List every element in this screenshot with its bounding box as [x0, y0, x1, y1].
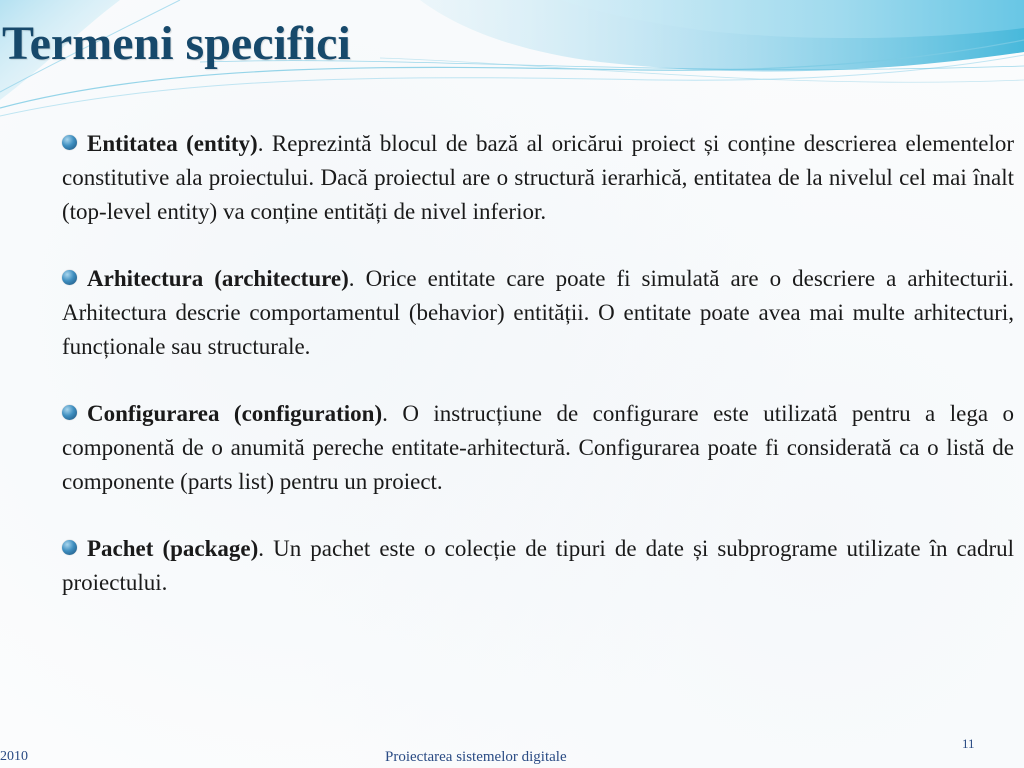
term-description: . Un pachet este o colecție de tipuri de date și subprograme utilizate în cadrul proiectului.: [62, 536, 1014, 595]
slide-title: Termeni specifici: [2, 17, 351, 70]
blue-sphere-bullet-icon: [62, 135, 77, 150]
term-description: . Reprezintă blocul de bază al oricărui proiect și conține descrierea elementelor constitutive ala proiectului. Dacă proiectul are o structură ierarhică, entitatea de la nivelul cel mai înalt (top-level entity) va conține entități de nivel inferior.: [62, 131, 1014, 224]
term-description: . O instrucțiune de configurare este utilizată pentru a lega o componentă de o anumită pereche entitate-arhitectură. Configurarea poate fi considerată ca o listă de componente (parts list) pentru un proiect.: [62, 401, 1014, 494]
term-description: . Orice entitate care poate fi simulată are o descriere a arhitecturii. Arhitectura descrie comportamentul (behavior) entității. O entitate poate avea mai multe arhitecturi, funcționale sau structurale.: [62, 266, 1015, 359]
term-entity: [62, 127, 1014, 229]
term-configuration: [62, 397, 1014, 499]
page-number: 11: [962, 736, 975, 751]
term-package: [62, 532, 1014, 600]
footer-year: 2010: [0, 749, 28, 764]
footer-course-title: Proiectarea sistemelor digitale: [385, 749, 567, 765]
term-title: Entitatea (entity): [87, 131, 258, 156]
blue-sphere-bullet-icon: [62, 540, 77, 555]
term-title: Pachet (package): [87, 536, 259, 561]
blue-sphere-bullet-icon: [62, 270, 77, 285]
term-list: [62, 127, 1014, 633]
term-architecture: [62, 262, 1014, 364]
blue-sphere-bullet-icon: [62, 405, 77, 420]
term-title: Configurarea (configuration): [87, 401, 383, 426]
term-title: Arhitectura (architecture): [87, 266, 349, 291]
